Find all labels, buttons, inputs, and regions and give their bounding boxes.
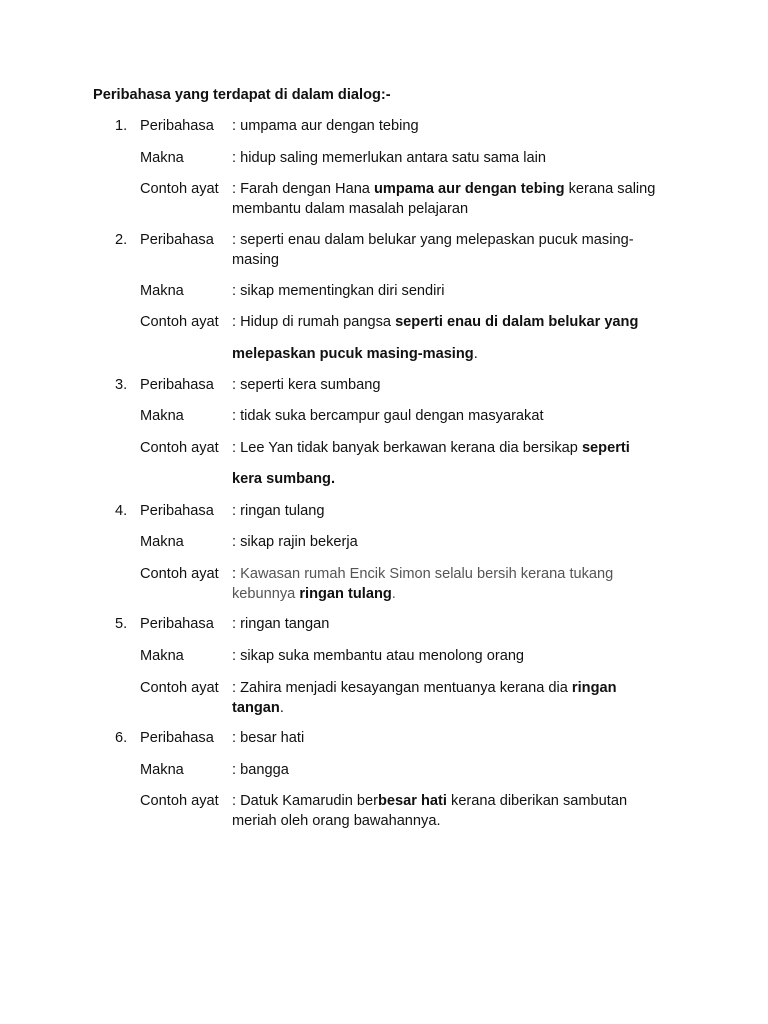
peribahasa-label: Peribahasa [140, 377, 214, 393]
peribahasa-label: Peribahasa [140, 503, 214, 519]
peribahasa-value: : besar hati [232, 730, 305, 746]
contoh-label: Contoh ayat [140, 181, 219, 197]
contoh-label: Contoh ayat [140, 440, 219, 456]
makna-value: : bangga [232, 762, 289, 778]
contoh-label: Contoh ayat [140, 793, 219, 809]
makna-value: : hidup saling memerlukan antara satu sama lain [232, 150, 546, 166]
contoh-bold: umpama aur dengan tebing [373, 181, 565, 197]
item-number: 6. [115, 730, 128, 746]
makna-value: : sikap mementingkan diri sendiri [232, 283, 445, 299]
contoh-value: : Farah dengan Hana umpama aur dengan tebing kerana saling membantu dalam masalah pelajaran [232, 181, 656, 217]
item-number: 3. [115, 377, 128, 393]
item-number: 5. [115, 616, 128, 632]
makna-label: Makna [140, 283, 184, 299]
contoh-label: Contoh ayat [140, 680, 219, 696]
contoh-bold-cont: kera sumbang. [232, 471, 336, 487]
contoh-bold: ringan tulang [299, 585, 392, 602]
contoh-bold: besar hati [378, 793, 447, 809]
item-number: 4. [115, 503, 128, 519]
makna-label: Makna [140, 408, 184, 424]
peribahasa-value: : seperti enau dalam belukar yang melepaskan pucuk masing-masing [232, 232, 634, 268]
makna-value: : sikap rajin bekerja [232, 534, 358, 550]
peribahasa-label: Peribahasa [140, 616, 214, 632]
peribahasa-label: Peribahasa [140, 232, 214, 248]
contoh-value: : Kawasan rumah Encik Simon selalu bersih kerana tukang kebunnya ringan tulang. [232, 566, 614, 602]
makna-value: : sikap suka membantu atau menolong orang [232, 648, 525, 664]
contoh-value-cont [232, 470, 672, 490]
contoh-value: : Datuk Kamarudin berbesar hati kerana diberikan sambutan meriah oleh orang bawahannya. [232, 793, 628, 829]
contoh-value-cont: melepaskan pucuk masing-masing. [232, 346, 478, 362]
contoh-bold-cont: melepaskan pucuk masing-masing [232, 346, 474, 362]
makna-label: Makna [140, 648, 184, 664]
makna-label: Makna [140, 150, 184, 166]
peribahasa-value: : umpama aur dengan tebing [232, 118, 419, 134]
contoh-label: Contoh ayat [140, 566, 219, 582]
item-number: 2. [115, 232, 128, 248]
peribahasa-value: : ringan tulang [232, 503, 325, 519]
contoh-value: : Zahira menjadi kesayangan mentuanya kerana dia ringan tangan. [232, 680, 617, 716]
contoh-value: : Lee Yan tidak banyak berkawan kerana dia bersikap seperti [232, 440, 630, 456]
makna-label: Makna [140, 762, 184, 778]
contoh-bold: seperti enau di dalam belukar yang [395, 314, 639, 330]
contoh-value: : Hidup di rumah pangsa seperti enau di dalam belukar yang [232, 314, 639, 330]
contoh-label: Contoh ayat [140, 314, 219, 330]
peribahasa-value: : seperti kera sumbang [232, 377, 381, 393]
contoh-bold: ringan tangan [232, 680, 617, 716]
makna-value: : tidak suka bercampur gaul dengan masyarakat [232, 408, 544, 424]
makna-label: Makna [140, 534, 184, 550]
peribahasa-label: Peribahasa [140, 730, 214, 746]
item-number: 1. [115, 118, 128, 134]
peribahasa-label: Peribahasa [140, 118, 214, 134]
peribahasa-value: : ringan tangan [232, 616, 330, 632]
document-heading: Peribahasa yang terdapat di dalam dialog:- [93, 87, 391, 103]
contoh-bold: seperti [581, 440, 630, 456]
